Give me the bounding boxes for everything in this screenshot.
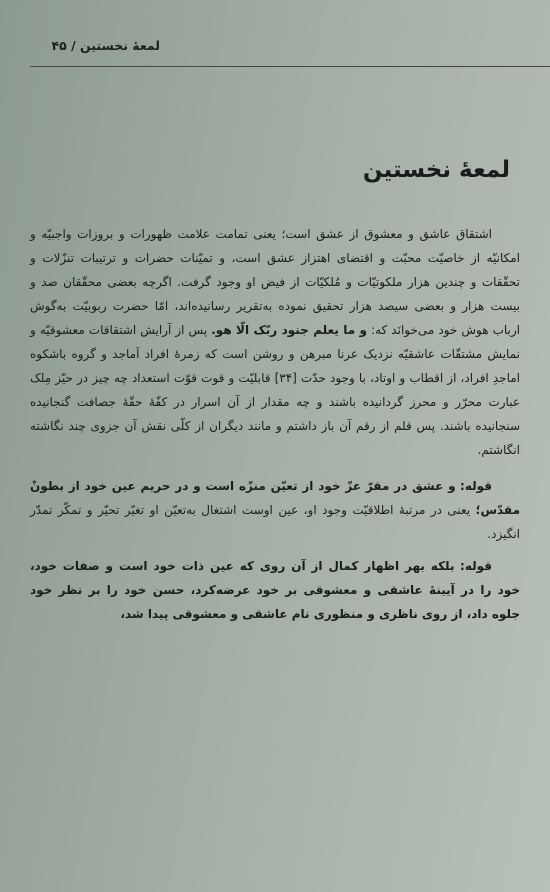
paragraph-1-intro: اشتقاق عاشق و معشوق از عشق است؛ یعنی تمامت علامت ظهورات و بروزات واجبیّه و امکانیّه از خاصیّت محبّت و اقتضای اهتزاز عشق است، و تمیّنات حضرات و ترتیبات تنزّلات و تحقّقات و چندین هزار ملکوتیّات و مُلکیّات از فیض او وجود گرفت. اگرچه بعضی محقّقان صد و بیست هزار و بعضی سیصد هزار تحقیق نموده به‌تقریر رسانیده‌اند، امّا حضرت ربوبیّت به‌گوش ارباب هوش خود می‌خوانَد که: bbox=[30, 227, 520, 337]
paragraph-2-quote: و عشق در مقرّ عزّ خود از تعیّن منزّه است و در حریم عین خود از بطونْ مقدّس؛ bbox=[30, 479, 520, 517]
paragraph-3-label: قوله: bbox=[460, 559, 492, 573]
paragraph-2 bbox=[30, 474, 520, 546]
paragraph-3-quote: بلکه بهر اظهار کمال از آن روی که عین ذات خود است و صفات خود، خود را در آیینهٔ عاشقی و معشوقی بر خود عرضه‌کرد، حسن خود را بر نظر خود جلوه داد، از روی ناظری و منظوری نام عاشقی و معشوقی پیدا شد، bbox=[30, 559, 520, 621]
paragraph-2-label: قوله: bbox=[460, 479, 492, 493]
paragraph-1-quote: و ما یعلم جنود ربّک الّا هو. bbox=[211, 323, 368, 337]
running-header: لمعهٔ نخستین / ۴۵ bbox=[51, 38, 160, 53]
paragraph-1 bbox=[30, 222, 520, 462]
chapter-title: لمعهٔ نخستین bbox=[362, 157, 510, 183]
body-text bbox=[30, 222, 520, 626]
header-rule bbox=[30, 66, 550, 67]
paragraph-1-rest: پس از آرایش اشتقاقات معشوقیّه و نمایش مشتقّات عاشقیّه نزدیک عرنا مبرهن و روشن است که زمرهٔ افراد اَماجد و گروه باشکوه اماجدِ افراد، از اقطاب و اوتاد، با وجود حدّت [۳۴] قابلیّت و قوت قوّت استعداد چه چیز در حیّز مِلک عبارت محرّر و محرز گردانیده باشند و چه مقدار از آن اسرار در کفّهٔ حقّهٔ جصافت گنجانیده سنجانیده باشند. پس قلم از رقم آن باز داشتم و مانند دیگران از کلّی نقش آن جزوی چند نگاشته انگاشتم. bbox=[30, 323, 520, 457]
paragraph-2-rest: یعنی در مرتبهٔ اطلاقیّت وجود او، عین اوست اشتغال به‌تعیّن او تغیّر تحیّر و تمکّر تمدّر انگیزد. bbox=[30, 503, 520, 541]
paragraph-3 bbox=[30, 554, 520, 626]
